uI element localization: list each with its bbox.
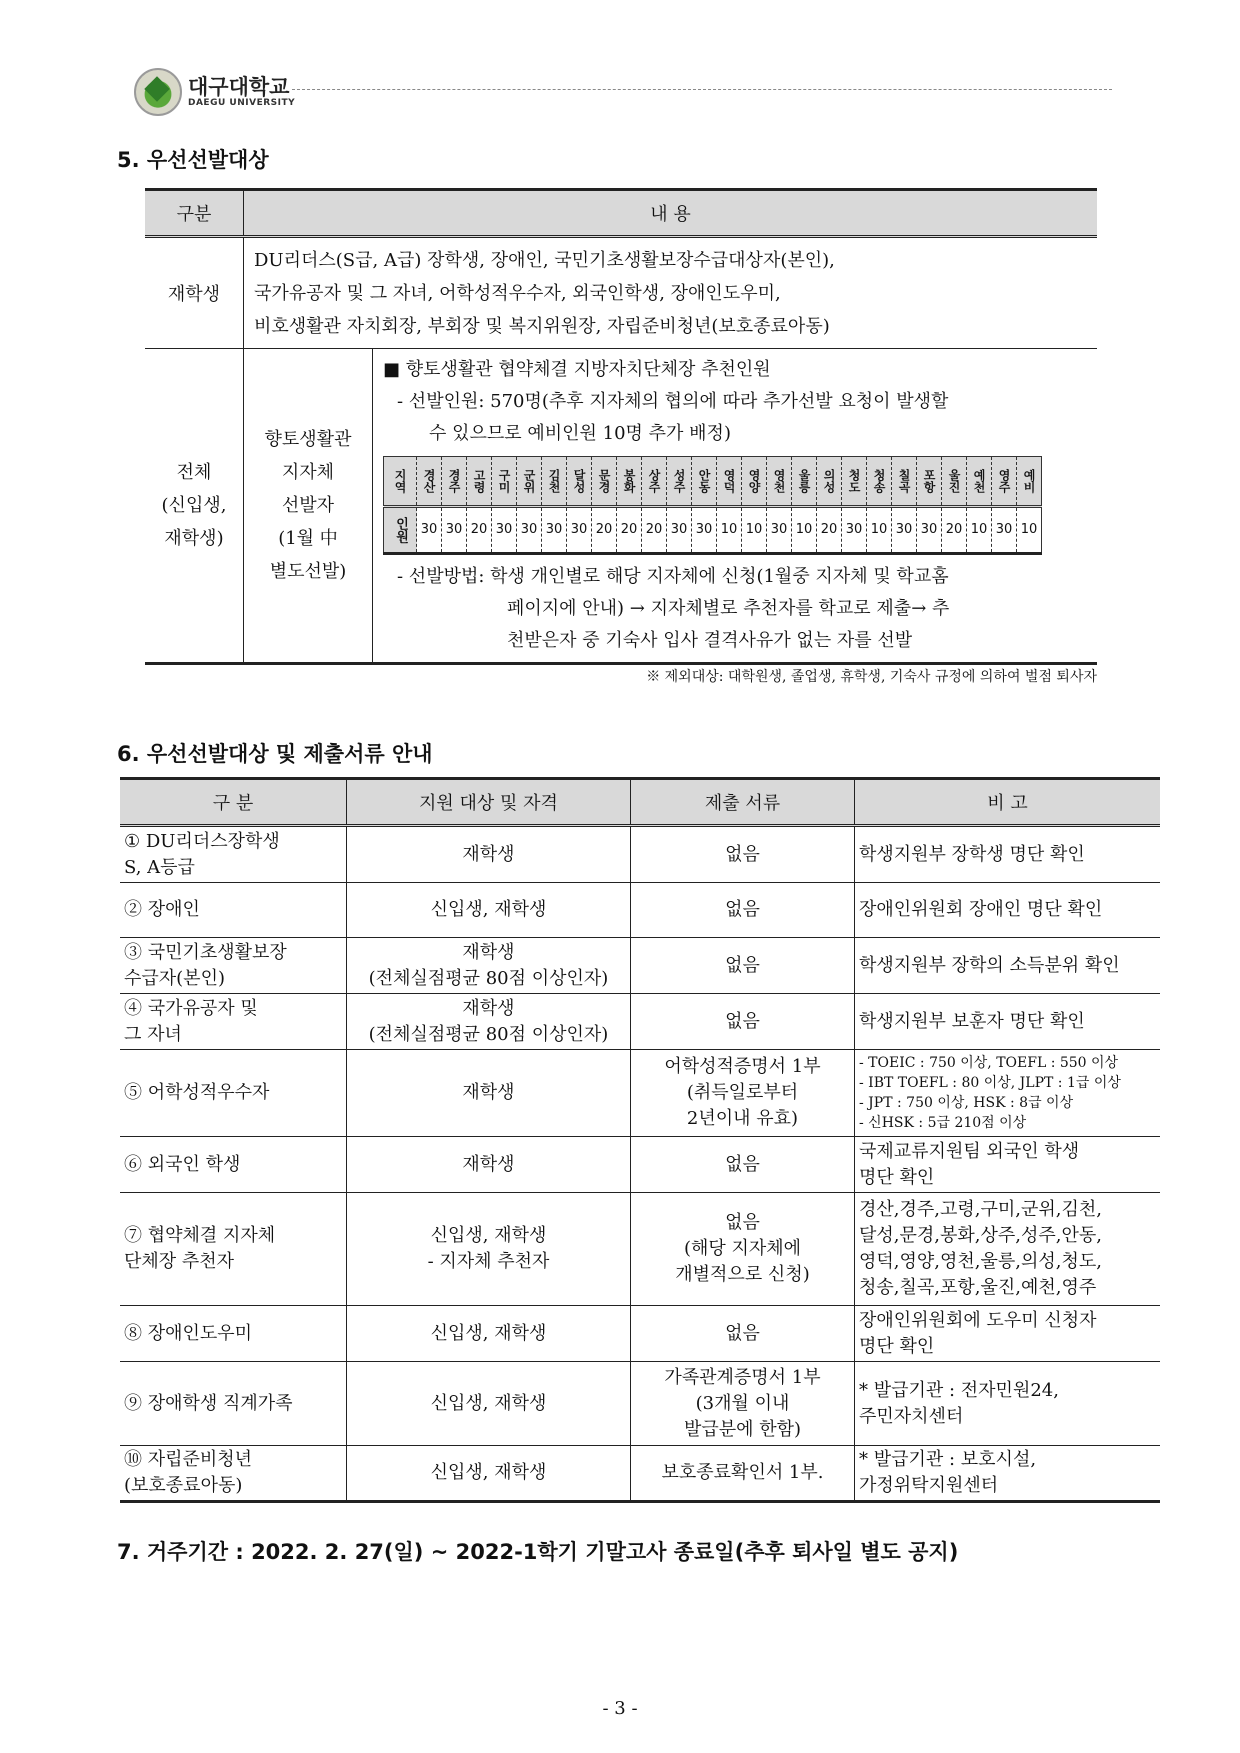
docs-cell: 없음 (해당 지자체에 개별적으로 신청) — [631, 1193, 855, 1306]
region-name: 달성 — [567, 457, 592, 507]
region-name: 영천 — [767, 457, 792, 507]
region-name: 영주 — [992, 457, 1017, 507]
quota-line: 수 있으므로 예비인원 10명 추가 배정) — [429, 423, 731, 444]
region-count: 30 — [892, 507, 917, 554]
region-name: 영양 — [742, 457, 767, 507]
target-cell: 신입생, 재학생 — [347, 1446, 631, 1502]
content-line: 국가유공자 및 그 자녀, 어학성적우수자, 외국인학생, 장애인도우미, — [254, 282, 781, 304]
target-cell: 재학생 — [347, 826, 631, 883]
content-line: 비호생활관 자치회장, 부회장 및 복지위원장, 자립준비청년(보호종료아동) — [254, 315, 830, 337]
category-cell: ⑨ 장애학생 직계가족 — [120, 1362, 347, 1446]
target-cell: 신입생, 재학생 — [347, 1306, 631, 1362]
category-cell: ① DU리더스장학생 S, A등급 — [120, 826, 347, 883]
col-header-content: 내 용 — [244, 190, 1098, 237]
label-line: 선발자 — [281, 495, 335, 516]
row-label-enrolled: 재학생 — [145, 237, 244, 349]
target-cell: 재학생 (전체실점평균 80점 이상인자) — [347, 994, 631, 1050]
label-line: (1월 中 — [278, 528, 338, 549]
region-name: 울릉 — [792, 457, 817, 507]
method-line: 천받은자 중 기숙사 입사 결격사유가 없는 자를 선발 — [507, 630, 913, 651]
region-name: 칠곡 — [892, 457, 917, 507]
region-count: 20 — [817, 507, 842, 554]
region-count: 30 — [517, 507, 542, 554]
target-cell: 재학생 — [347, 1050, 631, 1137]
row-label-all — [145, 349, 244, 664]
region-header: 지역 — [384, 457, 417, 507]
docs-cell: 없음 — [631, 826, 855, 883]
docs-cell: 없음 — [631, 994, 855, 1050]
section5-title: 5. 우선선발대상 — [117, 148, 269, 172]
region-name: 예천 — [967, 457, 992, 507]
target-cell: 재학생 — [347, 1137, 631, 1193]
university-seal-icon — [134, 68, 182, 116]
enrolled-content — [244, 237, 1098, 349]
logo-korean: 대구대학교 — [188, 75, 290, 99]
region-count: 20 — [642, 507, 667, 554]
region-count: 30 — [442, 507, 467, 554]
category-cell: ⑦ 협약체결 지자체 단체장 추천자 — [120, 1193, 347, 1306]
table-row — [120, 1193, 1160, 1306]
category-cell: ⑥ 외국인 학생 — [120, 1137, 347, 1193]
table-row — [120, 994, 1160, 1050]
remark-cell: - TOEIC : 750 이상, TOEFL : 550 이상 - IBT TOEFL : 80 이상, JLPT : 1급 이상 - JPT : 750 이상, HSK : 8급 이상 - 신HSK : 5급 210점 이상 — [855, 1050, 1161, 1137]
col-header-target: 지원 대상 및 자격 — [347, 779, 631, 826]
method-line: 페이지에 안내) → 지자체별로 추천자를 학교로 제출→ 추 — [507, 598, 950, 619]
category-cell: ③ 국민기초생활보장 수급자(본인) — [120, 938, 347, 994]
region-count: 30 — [542, 507, 567, 554]
university-logo — [134, 68, 295, 116]
region-count: 30 — [492, 507, 517, 554]
region-count: 10 — [867, 507, 892, 554]
target-cell: 신입생, 재학생 — [347, 1362, 631, 1446]
region-name: 포항 — [917, 457, 942, 507]
region-count: 10 — [967, 507, 992, 554]
region-count: 30 — [992, 507, 1017, 554]
category-cell: ④ 국가유공자 및 그 자녀 — [120, 994, 347, 1050]
region-count: 10 — [1017, 507, 1042, 554]
region-count: 20 — [617, 507, 642, 554]
col-header-category: 구분 — [145, 190, 244, 237]
section7-title: 7. 거주기간 : 2022. 2. 27(일) ~ 2022-1학기 기말고사 종료일(추후 퇴사일 별도 공지) — [117, 1540, 959, 1564]
header-divider — [292, 89, 1112, 90]
region-name: 문경 — [592, 457, 617, 507]
exclusion-note: ※ 제외대상: 대학원생, 졸업생, 휴학생, 기숙사 규정에 의하여 벌점 퇴사자 — [646, 669, 1097, 685]
category-cell: ⑤ 어학성적우수자 — [120, 1050, 347, 1137]
count-header: 인원 — [384, 507, 417, 554]
bullet-line: ■ 향토생활관 협약체결 지방자치단체장 추천인원 — [383, 359, 771, 380]
docs-cell: 가족관계증명서 1부 (3개월 이내 발급분에 한함) — [631, 1362, 855, 1446]
remark-cell: * 발급기관 : 전자민원24, 주민자치센터 — [855, 1362, 1161, 1446]
quota-line: - 선발인원: 570명(추후 지자체의 협의에 따라 추가선발 요청이 발생할 — [397, 391, 949, 412]
region-name: 경산 — [417, 457, 442, 507]
table-row — [120, 883, 1160, 938]
remark-cell: * 발급기관 : 보호시설, 가정위탁지원센터 — [855, 1446, 1161, 1502]
region-count: 10 — [717, 507, 742, 554]
table-row — [120, 1362, 1160, 1446]
remark-cell: 학생지원부 보훈자 명단 확인 — [855, 994, 1161, 1050]
region-name: 군위 — [517, 457, 542, 507]
table-row — [120, 1446, 1160, 1502]
logo-english: DAEGU UNIVERSITY — [188, 98, 296, 108]
region-name: 고령 — [467, 457, 492, 507]
docs-cell: 없음 — [631, 1137, 855, 1193]
method-line: - 선발방법: 학생 개인별로 해당 지자체에 신청(1월중 지자체 및 학교홈 — [397, 566, 949, 587]
table-row — [120, 1137, 1160, 1193]
remark-cell: 학생지원부 장학생 명단 확인 — [855, 826, 1161, 883]
page-number: - 3 - — [602, 1698, 638, 1719]
region-count: 20 — [592, 507, 617, 554]
table-row — [120, 938, 1160, 994]
region-name: 영덕 — [717, 457, 742, 507]
docs-cell: 보호종료확인서 1부. — [631, 1446, 855, 1502]
region-name: 경주 — [442, 457, 467, 507]
label-line: (신입생, — [161, 495, 227, 516]
remark-cell: 경산,경주,고령,구미,군위,김천, 달성,문경,봉화,상주,성주,안동, 영덕,영양,영천,울릉,의성,청도, 청송,칠곡,포항,울진,예천,영주 — [855, 1193, 1161, 1306]
target-cell: 재학생 (전체실점평균 80점 이상인자) — [347, 938, 631, 994]
region-count: 30 — [567, 507, 592, 554]
label-line: 전체 — [176, 462, 212, 483]
region-name: 김천 — [542, 457, 567, 507]
region-name: 울진 — [942, 457, 967, 507]
remark-cell: 장애인위원회 장애인 명단 확인 — [855, 883, 1161, 938]
region-count: 20 — [942, 507, 967, 554]
label-line: 재학생) — [164, 528, 224, 549]
sub-label-local — [244, 349, 373, 664]
region-name: 봉화 — [617, 457, 642, 507]
local-content — [373, 349, 1098, 664]
region-count: 10 — [792, 507, 817, 554]
region-count: 30 — [667, 507, 692, 554]
region-count: 30 — [417, 507, 442, 554]
priority-selection-table — [145, 188, 1097, 665]
region-name: 구미 — [492, 457, 517, 507]
remark-cell: 국제교류지원팀 외국인 학생 명단 확인 — [855, 1137, 1161, 1193]
region-count: 30 — [917, 507, 942, 554]
docs-cell: 없음 — [631, 1306, 855, 1362]
region-count: 10 — [742, 507, 767, 554]
documents-table — [120, 777, 1160, 1503]
region-name: 예비 — [1017, 457, 1042, 507]
region-name: 청송 — [867, 457, 892, 507]
col-header-category: 구 분 — [120, 779, 347, 826]
target-cell: 신입생, 재학생 - 지자체 추천자 — [347, 1193, 631, 1306]
region-count: 20 — [467, 507, 492, 554]
docs-cell: 없음 — [631, 938, 855, 994]
region-name: 청도 — [842, 457, 867, 507]
category-cell: ⑧ 장애인도우미 — [120, 1306, 347, 1362]
region-count: 30 — [767, 507, 792, 554]
label-line: 향토생활관 — [264, 429, 352, 450]
table-row — [120, 826, 1160, 883]
label-line: 별도선발) — [269, 561, 347, 582]
remark-cell: 장애인위원회에 도우미 신청자 명단 확인 — [855, 1306, 1161, 1362]
content-line: DU리더스(S급, A급) 장학생, 장애인, 국민기초생활보장수급대상자(본인), — [254, 249, 835, 271]
category-cell: ⑩ 자립준비청년 (보호종료아동) — [120, 1446, 347, 1502]
docs-cell: 어학성적증명서 1부 (취득일로부터 2년이내 유효) — [631, 1050, 855, 1137]
remark-cell: 학생지원부 장학의 소득분위 확인 — [855, 938, 1161, 994]
region-count: 30 — [842, 507, 867, 554]
region-name: 성주 — [667, 457, 692, 507]
target-cell: 신입생, 재학생 — [347, 883, 631, 938]
region-name: 의성 — [817, 457, 842, 507]
category-cell: ② 장애인 — [120, 883, 347, 938]
region-name: 상주 — [642, 457, 667, 507]
col-header-docs: 제출 서류 — [631, 779, 855, 826]
region-name: 안동 — [692, 457, 717, 507]
table-row — [120, 1306, 1160, 1362]
section6-title: 6. 우선선발대상 및 제출서류 안내 — [117, 742, 433, 766]
label-line: 지자체 — [281, 462, 335, 483]
region-quota-table — [383, 456, 1042, 555]
region-count: 30 — [692, 507, 717, 554]
docs-cell: 없음 — [631, 883, 855, 938]
table-row — [120, 1050, 1160, 1137]
col-header-remark: 비 고 — [855, 779, 1161, 826]
